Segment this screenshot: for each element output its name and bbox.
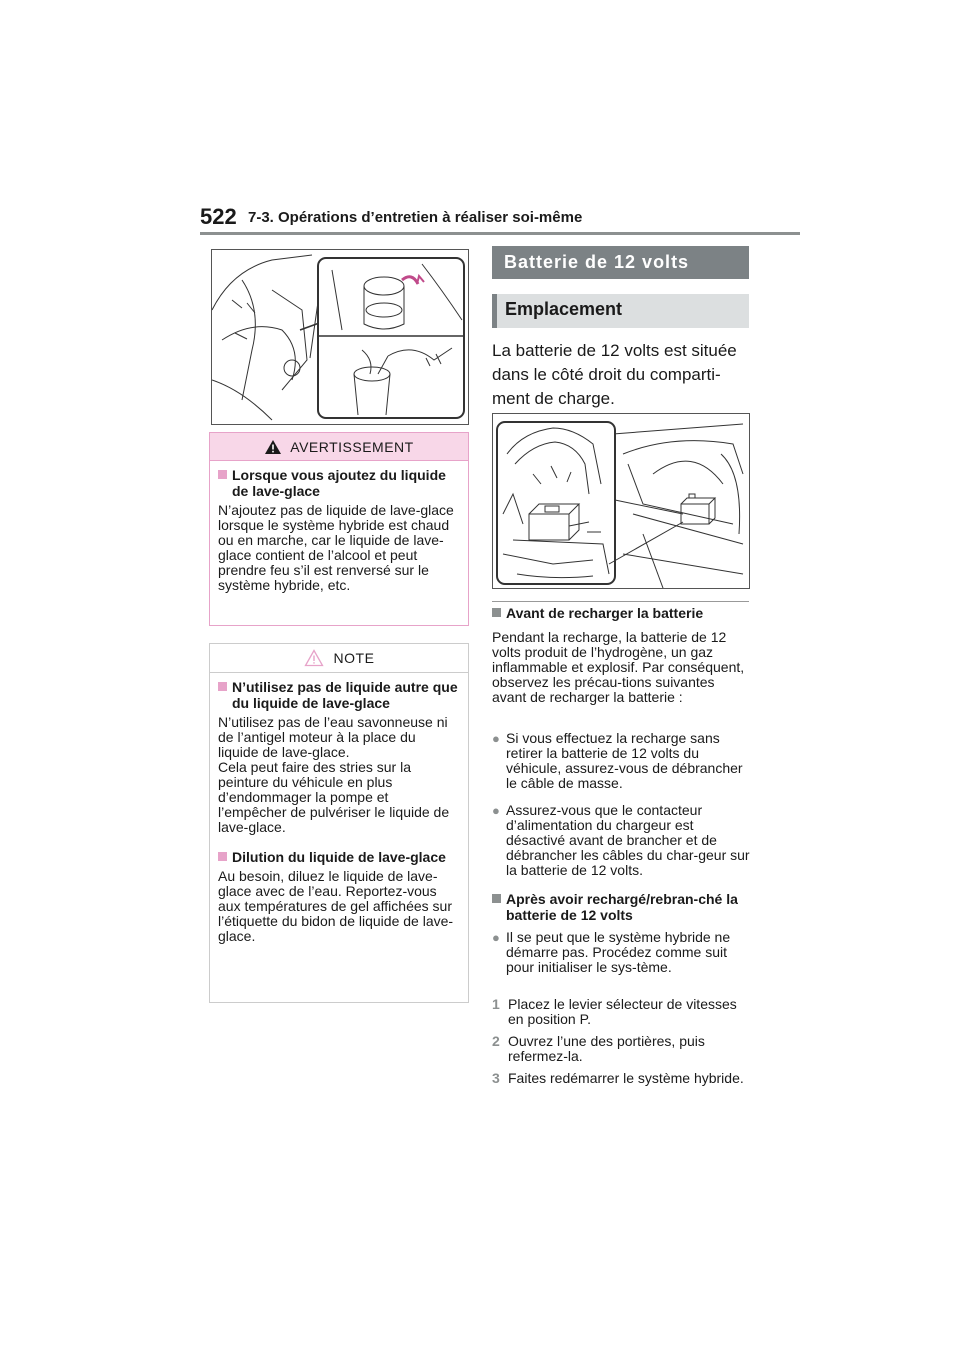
square-bullet-icon (492, 608, 501, 617)
warning-title: AVERTISSEMENT (290, 438, 414, 455)
warning-body: N’ajoutez pas de liquide de lave-glace lorsque le système hybride est chaud ou en marche, car le liquide de lave-glace contient de l’alcool et peut prendre feu s’il est renversé sur le système hybride, etc. (218, 502, 454, 593)
location-text: La batterie de 12 volts est située dans le côté droit du comparti-ment de charge. (492, 341, 737, 408)
note-subheading (218, 679, 460, 711)
step-item (492, 1071, 750, 1086)
note-subheading-text: Dilution du liquide de lave-glace (232, 849, 446, 865)
note-paragraph: Cela peut faire des stries sur la peinture du véhicule en plus d’endommager la pompe et l’empêcher de pulvériser le liquide de lave-glace. (218, 759, 450, 835)
warning-header (210, 433, 468, 461)
step-text: Placez le levier sélecteur de vitesses en position P. (508, 996, 737, 1027)
note-subheading (218, 849, 460, 865)
step-text: Ouvrez l’une des portières, puis refermez-la. (508, 1033, 705, 1064)
list-item-text: Si vous effectuez la recharge sans retirer la batterie de 12 volts du véhicule, assurez-vous de débrancher le câble de masse. (506, 730, 743, 791)
step-number: 2 (492, 1033, 500, 1049)
washer-fluid-illustration (211, 249, 469, 425)
subsection-heading: Emplacement (492, 294, 749, 328)
recharge-heading (492, 605, 754, 621)
warning-box (209, 432, 469, 626)
list-item (492, 803, 750, 878)
list-item (492, 731, 750, 791)
section-banner: Batterie de 12 volts (492, 246, 749, 279)
step-number: 1 (492, 996, 500, 1012)
list-item (492, 930, 750, 975)
warning-triangle-icon (264, 439, 282, 455)
note-subheading-text: N’utilisez pas de liquide autre que du liquide de lave-glace (232, 679, 458, 711)
page-number: 522 (200, 204, 237, 229)
after-recharge-heading (492, 891, 750, 923)
circle-bullet-icon: ● (492, 930, 500, 945)
circle-bullet-icon: ● (492, 803, 500, 818)
divider (492, 601, 749, 602)
warning-subheading (218, 467, 460, 499)
list-item-text: Il se peut que le système hybride ne démarre pas. Procédez comme suit pour initialiser le sys-tème. (506, 929, 731, 975)
after-recharge-heading-text: Après avoir rechargé/rebran-ché la batterie de 12 volts (506, 891, 738, 923)
caution-triangle-icon (304, 649, 324, 667)
step-number: 3 (492, 1070, 500, 1086)
step-item (492, 997, 750, 1027)
circle-bullet-icon: ● (492, 731, 500, 746)
warning-subheading-text: Lorsque vous ajoutez du liquide de lave-glace (232, 467, 446, 499)
battery-location-drawing (493, 414, 749, 588)
note-box (209, 643, 469, 1003)
battery-location-illustration (492, 413, 750, 589)
square-bullet-icon (218, 470, 227, 479)
note-paragraph: N’utilisez pas de l’eau savonneuse ni de l’antigel moteur à la place du liquide de lave-glace. (218, 714, 448, 760)
note-header (210, 644, 468, 673)
note-paragraph: Au besoin, diluez le liquide de lave-glace avec de l’eau. Reportez-vous aux températures de gel affichées sur l’étiquette du bidon de liquide de lave-glace. (218, 868, 454, 944)
list-item-text: Assurez-vous que le contacteur d’alimentation du chargeur est désactivé avant de brancher et de débrancher les câbles du char-geur sur la batterie de 12 volts. (506, 802, 750, 878)
note-title: NOTE (333, 650, 375, 666)
step-text: Faites redémarrer le système hybride. (508, 1070, 744, 1086)
recharge-intro: Pendant la recharge, la batterie de 12 volts produit de l’hydrogène, un gaz inflammable et explosif. Par conséquent, observez les précau-tions suivantes avant de recharger la batterie : (492, 629, 745, 705)
recharge-heading-text: Avant de recharger la batterie (506, 605, 704, 621)
washer-fluid-drawing (212, 250, 468, 424)
step-item (492, 1034, 750, 1064)
square-bullet-icon (492, 894, 501, 903)
header-rule (200, 232, 800, 235)
square-bullet-icon (218, 682, 227, 691)
section-title: 7-3. Opérations d’entretien à réaliser soi-même (248, 209, 583, 226)
square-bullet-icon (218, 852, 227, 861)
